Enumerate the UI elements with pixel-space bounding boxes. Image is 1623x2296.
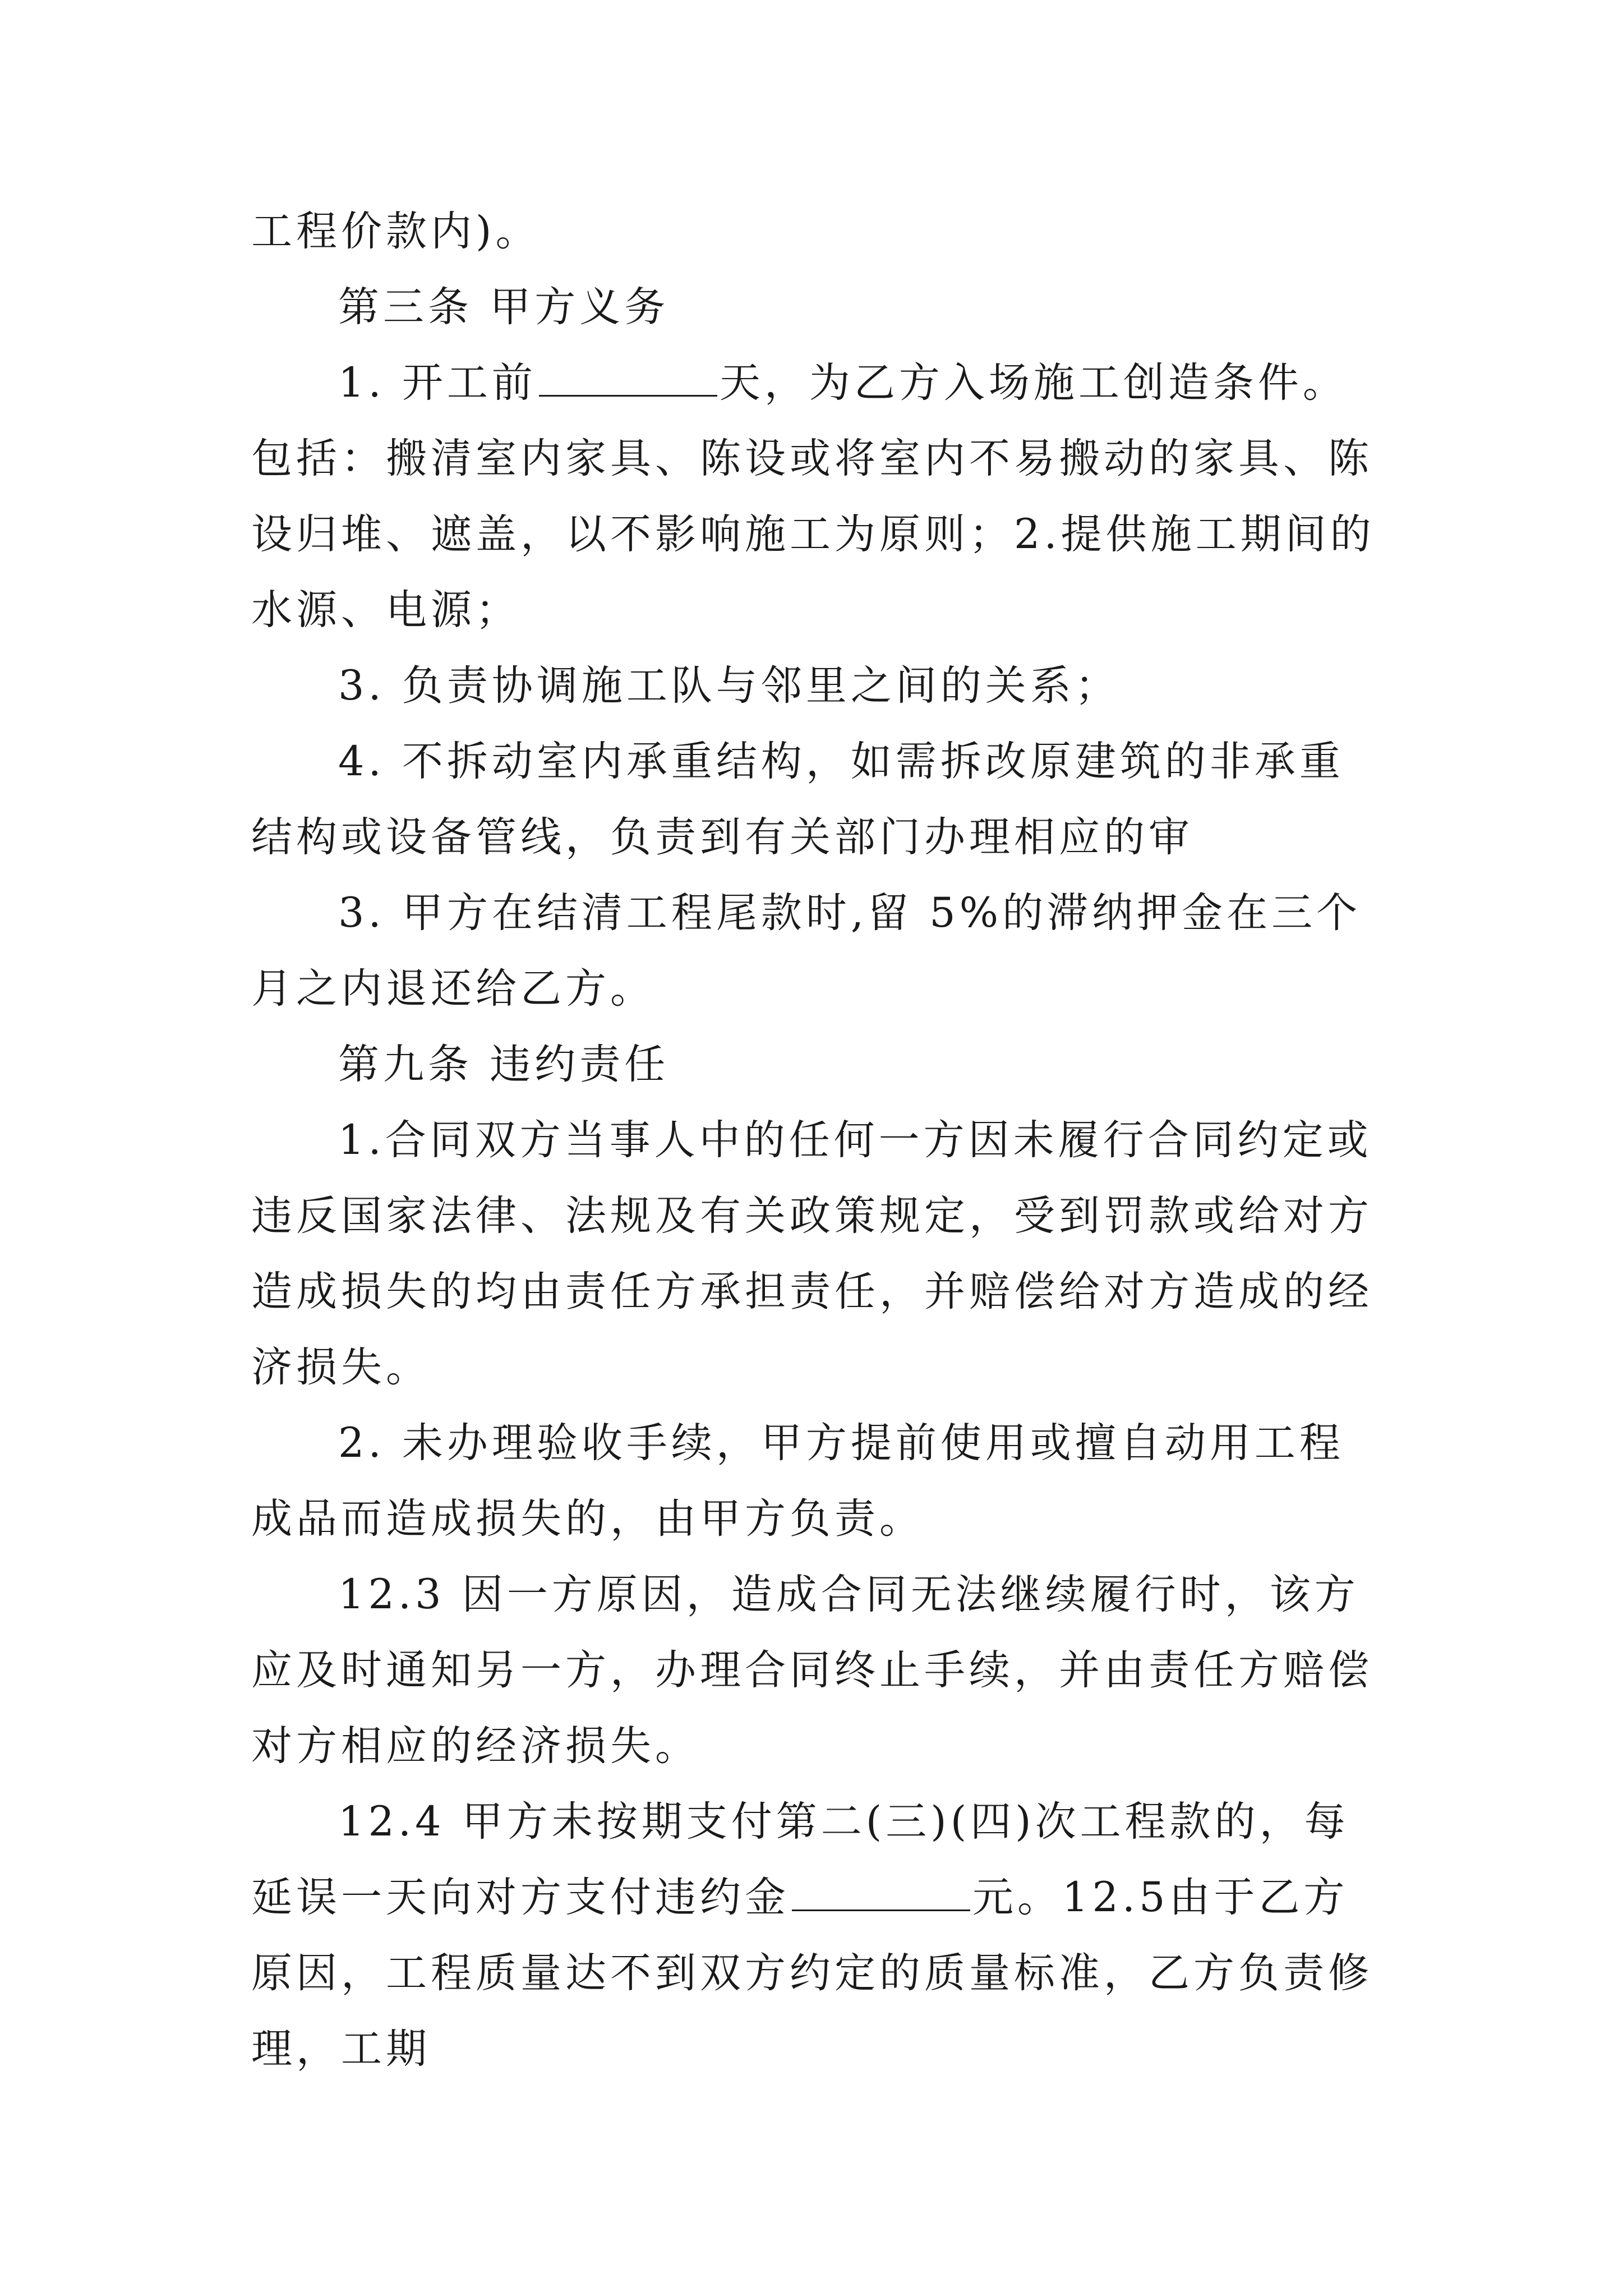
document-body [251,194,1378,2087]
paragraph [251,1784,1378,2087]
paragraph-text: 3. 负责协调施工队与邻里之间的关系； [338,662,1120,710]
paragraph-text: 1.合同双方当事人中的任何一方因未履行合同约定或违反国家法律、法规及有关政策规定，受到罚款或给对方造成损失的均由责任方承担责任，并赔偿给对方造成的经济损失。 [251,1116,1373,1391]
section-heading-text: 第九条 违约责任 [338,1041,670,1088]
paragraph-text: 2. 未办理验收手续，甲方提前使用或擅自动用工程成品而造成损失的，由甲方负责。 [251,1419,1344,1543]
paragraph [251,1102,1378,1405]
section-heading [251,1027,1378,1102]
fill-in-blank [539,358,717,397]
paragraph-text: 4. 不拆动室内承重结构，如需拆改原建筑的非承重结构或设备管线，负责到有关部门办理相应的审 [251,738,1344,861]
paragraph-text: 天，为乙方入场施工创造条件。包括：搬清室内家具、陈设或将室内不易搬动的家具、陈设归堆、遮盖，以不影响施工为原则；2.提供施工期间的水源、电源； [251,359,1375,634]
paragraph [251,1405,1378,1557]
paragraph-text: 3. 甲方在结清工程尾款时,留 5%的滞纳押金在三个月之内退还给乙方。 [251,889,1362,1013]
paragraph-text: 工程价款内)。 [251,208,541,255]
section-heading-text: 第三条 甲方义务 [338,283,670,331]
paragraph-text: 12.4 甲方未按期支付第二(三)(四)次工程款的，每延误一天向对方支付违约金 [251,1798,1349,1921]
paragraph [251,648,1378,724]
paragraph [251,345,1378,648]
paragraph-text: 1. 开工前 [338,359,537,407]
paragraph [251,875,1378,1027]
section-heading [251,269,1378,345]
paragraph [251,724,1378,875]
fill-in-blank [792,1872,970,1911]
paragraph-text: 12.3 因一方原因，造成合同无法继续履行时，该方应及时通知另一方，办理合同终止手续，并由责任方赔偿对方相应的经济损失。 [251,1571,1373,1770]
paragraph [251,1557,1378,1784]
paragraph [251,194,1378,269]
paragraph-text: 元。12.5由于乙方原因，工程质量达不到双方约定的质量标准，乙方负责修理，工期 [251,1874,1373,2073]
